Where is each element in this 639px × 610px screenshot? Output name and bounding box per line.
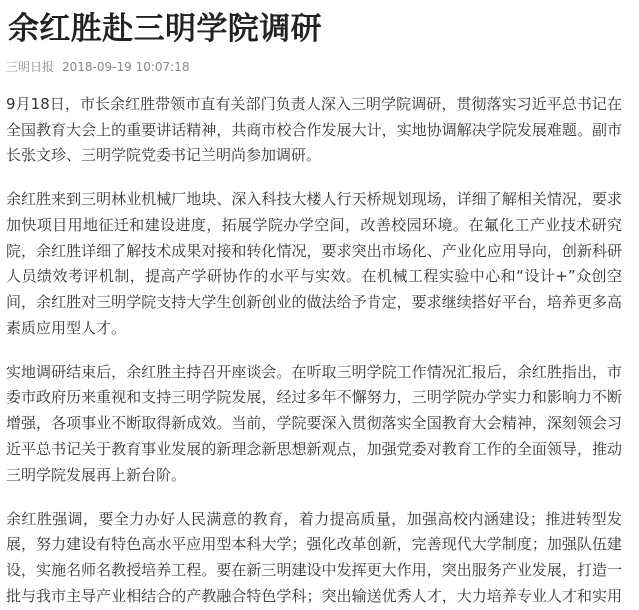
paragraph-line: 设，实施名师名教授培养工程。要在新三明建设中发挥更大作用，突出服务产业发展，打造一 [6, 560, 622, 579]
article-body [6, 92, 622, 610]
paragraph-line: 长张文珍、三明学院党委书记兰明尚参加调研。 [6, 146, 322, 165]
paragraph-line: 全国教育大会上的重要讲话精神，共商市校合作发展大计，实地协调解决学院发展难题。副市 [6, 120, 622, 139]
paragraph-line: 人员绩效考评机制，提高产学研协作的水平与实效。在机械工程实验中心和“设计+”众创空 [6, 267, 622, 286]
article-title: 余红胜赴三明学院调研 [8, 11, 322, 47]
paragraph-line: 三明学院发展再上新台阶。 [6, 465, 187, 484]
paragraph-line: 院，余红胜详细了解技术成果对接和转化情况，要求突出市场化、产业化应用导向，创新科研 [6, 241, 622, 260]
paragraph-line: 素质应用型人才。 [6, 318, 127, 337]
paragraph-line: 加快项目用地征迁和建设进度，拓展学院办学空间，改善校园环境。在氟化工产业技术研究 [6, 216, 622, 235]
paragraph-line: 余红胜来到三明林业机械厂地块、深入科技大楼人行天桥规划现场，详细了解相关情况，要求 [6, 190, 622, 209]
paragraph-line: 批与我市主导产业相结合的产教融合特色学科；突出输送优秀人才，大力培养专业人才和实用 [6, 586, 622, 605]
article-meta [6, 58, 189, 76]
paragraph-line: 间，余红胜对三明学院支持大学生创新创业的做法给予肯定，要求继续搭好平台，培养更多高 [6, 293, 622, 312]
paragraph-line: 实地调研结束后，余红胜主持召开座谈会。在听取三明学院工作情况汇报后，余红胜指出，市 [6, 362, 622, 381]
paragraph-line: 9月18日，市长余红胜带领市直有关部门负责人深入三明学院调研，贯彻落实习近平总书记在 [6, 95, 622, 113]
article-source: 三明日报 [6, 60, 55, 74]
article-paragraph [6, 92, 622, 169]
paragraph-line: 展，努力建设有特色高水平应用型本科大学；强化改革创新，完善现代大学制度；加强队伍建 [6, 535, 622, 554]
article-paragraph [6, 507, 622, 610]
article-paragraph [6, 360, 622, 488]
paragraph-line: 增强，各项事业不断取得新成效。当前，学院要深入贯彻落实全国教育大会精神，深刻领会习 [6, 414, 622, 433]
paragraph-line: 委市政府历来重视和支持三明学院发展，经过多年不懈努力，三明学院办学实力和影响力不断 [6, 388, 622, 407]
paragraph-line: 近平总书记关于教育事业发展的新理念新思想新观点，加强党委对教育工作的全面领导，推动 [6, 439, 622, 458]
article-paragraph [6, 187, 622, 341]
article-datetime: 2018-09-19 10:07:18 [62, 60, 190, 74]
paragraph-line: 余红胜强调，要全力办好人民满意的教育，着力提高质量，加强高校内涵建设；推进转型发 [6, 509, 622, 528]
